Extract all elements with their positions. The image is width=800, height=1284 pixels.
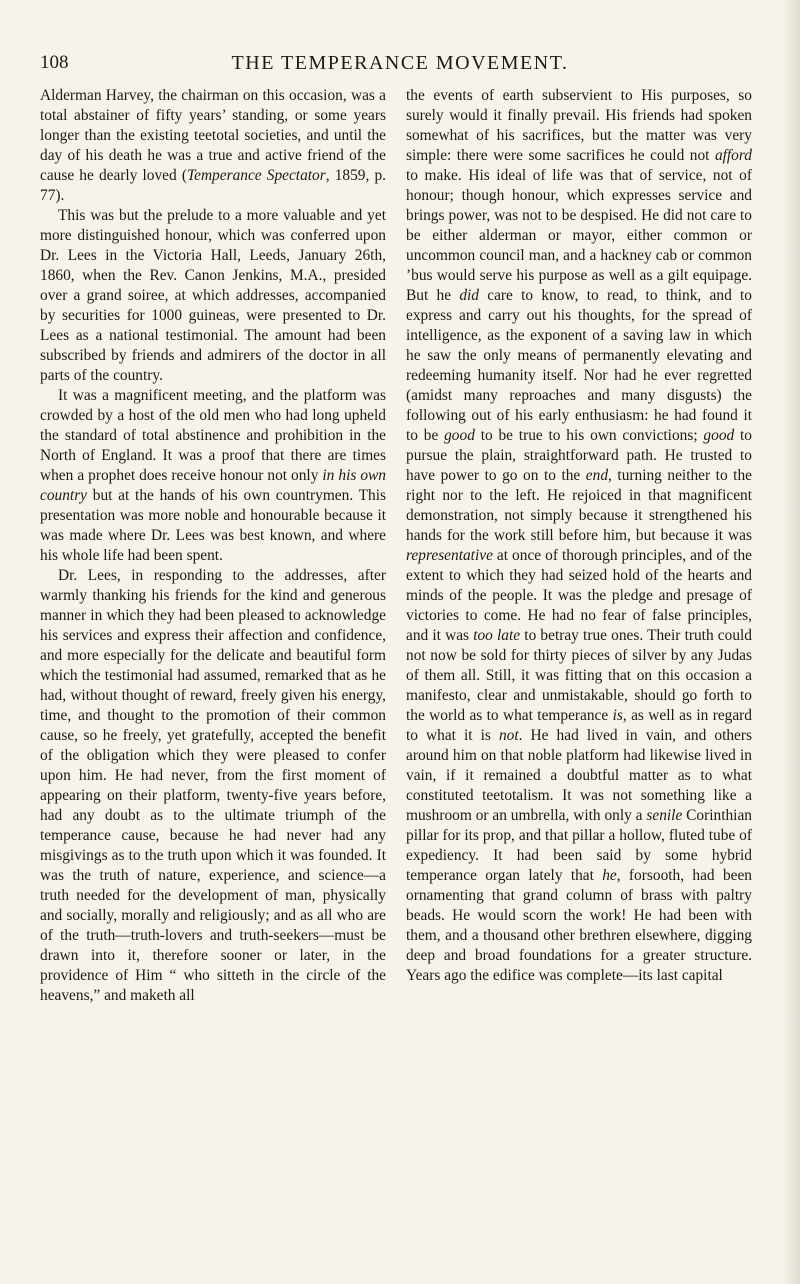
- text-run: care to know, to read, to think, and to express and carry out his thoughts, for the spread of intelligence, as the exponent of a saving law in which he saw the only means of permanently elevating and redeeming humanity itself. Nor had he ever regretted (amidst many reproaches and many disgusts) the following out of his early enthusiasm: he had found it to be: [406, 287, 752, 444]
- text-run: to pursue the plain, straightforward path. He trusted to have power to go on to the: [406, 427, 752, 484]
- paragraph: Dr. Lees, in responding to the addresses, after warmly thanking his friends for the kind and generous manner in which they had been pleased to acknowledge his services and express their affection and confidence, and more especially for the delicate and beautiful form which the testimonial had assumed, remarked that as he had, without thought of reward, freely given his energy, time, and thought to the promotion of their common cause, so he freely, yet gratefully, accepted the benefit of the obligation which they were pleased to confer upon him. He had never, from the first moment of appearing on their platform, twenty-five years before, had any doubt as to the ultimate triumph of the temperance cause, because he had never had any misgivings as to the truth upon which it was founded. It was the truth of nature, experience, and science—a truth needed for the development of man, physically and socially, morally and religiously; and as all who are of the truth—truth-lovers and truth-seekers—must be drawn into it, therefore sooner or later, in the providence of Him “ who sitteth in the circle of the heavens,” and maketh all: [40, 567, 386, 1004]
- text-run: Alderman Harvey, the chairman on this occasion, was a total abstainer of fifty years’ standing, or some years longer than the existing teetotal societies, and until the day of his death he was a true and active friend of the cause he dearly loved (: [40, 87, 386, 184]
- italic-run: end: [585, 467, 609, 484]
- text-run: to be true to his own convictions;: [474, 427, 704, 444]
- text-run: the events of earth subservient to His purposes, so surely would it finally prevail. His friends had spoken somewhat of his sacrifices, but the matter was very simple: there were some sacrifices he could not: [406, 87, 752, 164]
- text-run: . He had lived in vain, and others around him on that noble platform had likewise lived in vain, if it remained a doubtful matter as to what constituted teetotalism. It was not something like a mushroom or an umbrella, with only a: [406, 727, 752, 824]
- text-run: Corinthian pillar for its prop, and that pillar a hollow, fluted tube of expediency. It had been said by some hybrid temperance organ lately that: [406, 807, 752, 884]
- italic-run: good: [703, 427, 735, 444]
- italic-run: afford: [714, 147, 752, 164]
- paragraph: [40, 86, 386, 206]
- italic-run: Temperance Spectator: [186, 167, 326, 184]
- italic-run: is: [612, 707, 623, 724]
- italic-run: too late: [473, 627, 521, 644]
- page-number: 108: [40, 52, 69, 73]
- paragraph: [406, 86, 752, 986]
- text-run: at once of thorough principles, and of the extent to which they had seized hold of the hearts and minds of the people. It was the pledge and presage of victories to come. He had no fear of false principles, and it was: [406, 547, 752, 644]
- text-run: to make. His ideal of life was that of service, not of honour; though honour, which expresses service and brings power, was not to be despised. He did not care to be either alderman or mayor, either common or uncommon council man, and a hackney cab or common ’bus would serve his purpose as well as a gilt equipage. But he: [406, 167, 752, 304]
- text-run: It was a magnificent meeting, and the platform was crowded by a host of the old men who had long upheld the standard of total abstinence and prohibition in the North of England. It was a proof that there are times when a prophet does receive honour not only: [40, 387, 386, 484]
- left-column: [40, 86, 386, 1256]
- paragraph: [40, 386, 386, 566]
- text-run: , forsooth, had been ornamenting that grand column of brass with paltry beads. He would scorn the work! He had been with them, and a thousand other brethren elsewhere, digging deep and broad foundations for a greater structure. Years ago the edifice was complete—its last capital: [406, 867, 752, 984]
- italic-run: good: [444, 427, 475, 444]
- italic-run: senile: [646, 807, 683, 824]
- italic-run: did: [459, 287, 479, 304]
- paragraph: This was but the prelude to a more valuable and yet more distinguished honour, which was conferred upon Dr. Lees in the Victoria Hall, Leeds, January 26th, 1860, when the Rev. Canon Jenkins, M.A., presided over a grand soiree, at which addresses, accompanied by securities for 1000 guineas, were presented to Dr. Lees as a national testimonial. The amount had been subscribed by friends and admirers of the doctor in all parts of the country.: [40, 207, 386, 384]
- running-title: THE TEMPERANCE MOVEMENT.: [231, 52, 569, 74]
- italic-run: representative: [406, 547, 493, 564]
- text-run: to betray true ones. Their truth could not now be sold for thirty pieces of silver by any Judas of them all. Still, it was fitting that on this occasion a manifesto, clear and unmistakable, should go forth to the world as to what temperance: [406, 627, 752, 724]
- text-run: , turning neither to the right nor to the left. He rejoiced in that magnificent demonstration, not simply because it strengthened his hands for the work still before him, but because it was: [406, 467, 752, 544]
- right-column: [406, 86, 752, 1256]
- text-run: but at the hands of his own countrymen. This presentation was more noble and honourable because it was made where Dr. Lees was best known, and where his whole life had been spent.: [40, 487, 386, 564]
- italic-run: not: [498, 727, 519, 744]
- italic-run: in his own country: [40, 467, 386, 504]
- italic-run: he: [602, 867, 617, 884]
- text-run: , 1859, p. 77).: [40, 167, 386, 204]
- text-run: , as well as in regard to what it is: [406, 707, 752, 744]
- text-columns: [40, 86, 752, 1256]
- page-header: [40, 52, 760, 82]
